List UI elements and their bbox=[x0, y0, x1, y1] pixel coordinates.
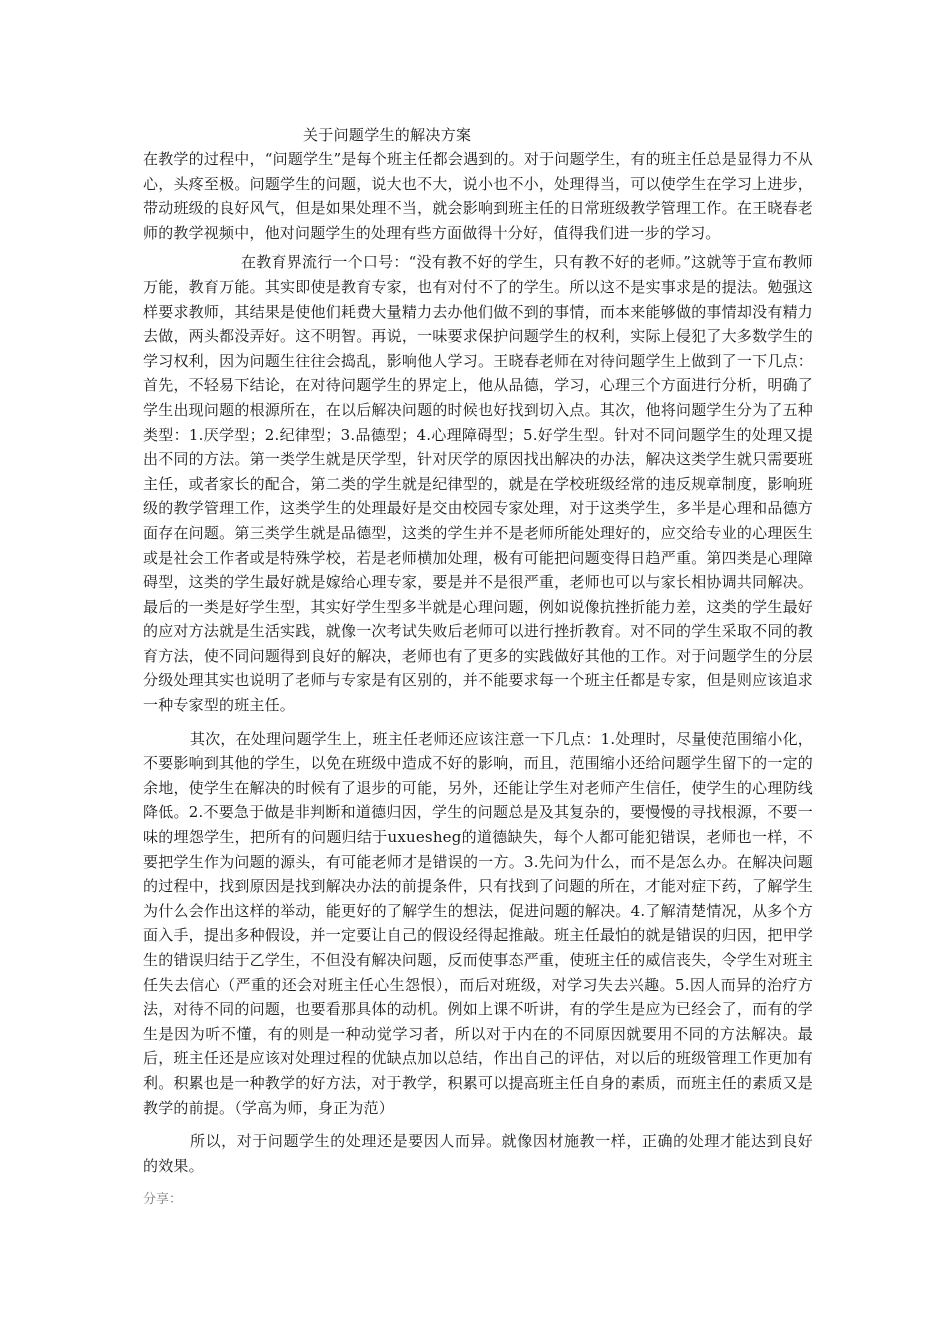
paragraph-conclusion: 所以，对于问题学生的处理还是要因人而异。就像因材施教一样，正确的处理才能达到良好的效果。 bbox=[143, 1132, 813, 1175]
document-title: 关于问题学生的解决方案 bbox=[303, 126, 472, 144]
document-body bbox=[143, 125, 813, 1210]
paragraph-slogan: 在教育界流行一个口号：“没有教不好的学生，只有教不好的老师。”这就等于宣布教师万能，教育万能。其实即使是教育专家，也有对付不了的学生。所以这不是实事求是的提法。勉强这样要求教师，其结果是使他们耗费大量精力去办他们做不到的事情，而本来能够做的事情却没有精力去做，两头都没弄好。这不明智。再说，一味要求保护问题学生的权利，实际上侵犯了大多数学生的学习权利，因为问题生往往会捣乱，影响他人学习。王晓春老师在对待问题学生上做到了一下几点：首先，不轻易下结论，在对待问题学生的界定上，他从品德，学习，心理三个方面进行分析，明确了学生出现问题的根源所在，在以后解决问题的时候也好找到切入点。其次，他将问题学生分为了五种类型：1.厌学型；2.纪律型；3.品德型；4.心理障碍型；5.好学生型。针对不同问题学生的处理又提出不同的方法。第一类学生就是厌学型，针对厌学的原因找出解决的办法，解决这类学生就只需要班主任，或者家长的配合，第二类的学生就是纪律型的，就是在学校班级经常的违反规章制度，影响班级的教学管理工作，这类学生的处理最好是交由校园专家处理，对于这类学生，多半是心理和品德方面存在问题。第三类学生就是品德型，这类的学生并不是老师所能处理好的，应交给专业的心理医生或是社会工作者或是特殊学校，若是老师横加处理，极有可能把问题变得日趋严重。第四类是心理障碍型，这类的学生最好就是嫁给心理专家，要是并不是很严重，老师也可以与家长相协调共同解决。最后的一类是好学生型，其实好学生型多半就是心理问题，例如说像抗挫折能力差，这类的学生最好的应对方法就是生活实践，就像一次考试失败后老师可以进行挫折教育。对不同的学生采取不同的教育方法，使不同问题得到良好的解决，老师也有了更多的实践做好其他的工作。对于问题学生的分层分级处理其实也说明了老师与专家是有区别的，并不能要求每一个班主任都是专家，但是则应该追求一种专家型的班主任。 bbox=[143, 253, 813, 715]
paragraph-intro: 在教学的过程中，“问题学生”是每个班主任都会遇到的。对于问题学生，有的班主任总是显得力不从心，头疼至极。问题学生的问题，说大也不大，说小也不小，处理得当，可以使学生在学习上进步，带动班级的良好风气，但是如果处理不当，就会影响到班主任的日常班级教学管理工作。在王晓春老师的教学视频中，他对问题学生的处理有些方面做得十分好，值得我们进一步的学习。 bbox=[143, 150, 813, 242]
paragraph-attention-points: 其次，在处理问题学生上，班主任老师还应该注意一下几点：1.处理时，尽量使范围缩小化，不要影响到其他的学生，以免在班级中造成不好的影响，而且，范围缩小还给问题学生留下的一定的余地，使学生在解决的时候有了退步的可能，另外，还能让学生对老师产生信任，使学生的心理防线降低。2.不要急于做是非判断和道德归因，学生的问题总是及其复杂的，要慢慢的寻找根源，不要一味的埋怨学生，把所有的问题归结于uxuesheg的道德缺失，每个人都可能犯错误，老师也一样，不要把学生作为问题的源头，有可能老师才是错误的一方。3.先问为什么，而不是怎么办。在解决问题的过程中，找到原因是找到解决办法的前提条件，只有找到了问题的所在，才能对症下药，了解学生为什么会作出这样的举动，能更好的了解学生的想法，促进问题的解决。4.了解清楚情况，从多个方面入手，提出多种假设，并一定要让自己的假设经得起推敲。班主任最怕的就是错误的归因，把甲学生的错误归结于乙学生，不但没有解决问题，反而使事态严重，使班主任的威信丧失，令学生对班主任失去信心（严重的还会对班主任心生怨恨），而后对班级，对学习失去兴趣。5.因人而异的治疗方法，对待不同的问题，也要看那具体的动机。例如上课不听讲，有的学生是应为已经会了，而有的学生是因为听不懂，有的则是一种动觉学习者，所以对于内在的不同原因就要用不同的方法解决。最后，班主任还是应该对处理过程的优缺点加以总结，作出自己的评估，对以后的班级管理工作更加有利。积累也是一种教学的好方法，对于教学，积累可以提高班主任自身的素质，而班主任的素质又是教学的前提。（学高为师，身正为范） bbox=[143, 729, 813, 1117]
share-label[interactable]: 分享： bbox=[143, 1192, 183, 1208]
